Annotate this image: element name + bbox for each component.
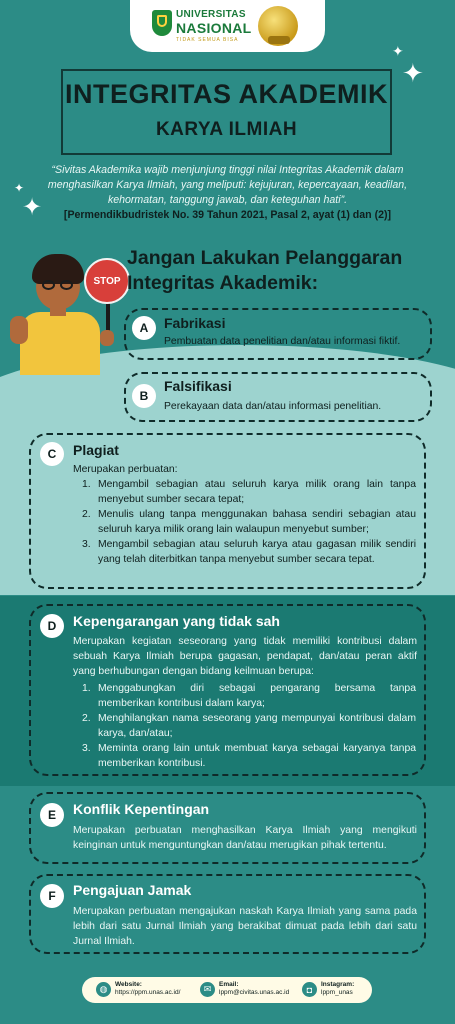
list-item: 3. Mengambil sebagian atau seluruh karya atau gagasan milik sendiri yang telah diterbitkan tanpa menyebut sumber secara tepat.	[82, 539, 416, 565]
instagram-icon: ◘	[302, 982, 317, 997]
item-description: Merupakan perbuatan menghasilkan Karya Ilmiah yang mengikuti keinginan untuk menguntungkan dan/atau merugikan pihak tertentu.	[73, 825, 417, 851]
glasses-icon	[40, 280, 76, 290]
logo-line2: NASIONAL	[176, 20, 252, 36]
sparkle-icon: ✦	[14, 181, 25, 195]
email-label: Email:	[219, 981, 239, 988]
website-label: Website:	[115, 981, 142, 988]
item-description: Merupakan kegiatan seseorang yang tidak memiliki kontribusi dalam sebuah Karya Ilmiah berupa gagasan, pendapat, dan/atau peran aktif yang berhubungan dengan bidang keilmuan berupa:	[73, 636, 417, 677]
item-title: Kepengarangan yang tidak sah	[73, 613, 280, 629]
logo-header	[130, 0, 325, 52]
list-item: 2. Menulis ulang tanpa menggunakan bahasa sendiri sebagian atau seluruh karya milik orang lain walaupun menyebut sumber;	[82, 509, 416, 535]
email-icon: ✉	[200, 982, 215, 997]
sparkle-icon: ✦	[402, 58, 424, 88]
item-letter-badge: D	[40, 614, 64, 638]
item-title: Pengajuan Jamak	[73, 882, 192, 898]
item-description: Merupakan perbuatan mengajukan naskah Karya Ilmiah yang sama pada lebih dari satu Jurnal Ilmiah yang berakibat dimuat pada lebih dari satu Jurnal Ilmiah.	[73, 906, 417, 947]
item-title: Plagiat	[73, 442, 119, 458]
item-title: Fabrikasi	[164, 315, 226, 331]
list-item: 2. Menghilangkan nama seseorang yang mempunyai kontribusi dalam karya, dan/atau;	[82, 713, 416, 739]
instagram-handle[interactable]: lppm_unas	[321, 989, 353, 996]
person-with-stop-sign-illustration	[8, 250, 128, 375]
person-torso	[20, 312, 100, 375]
item-title: Konflik Kepentingan	[73, 801, 210, 817]
holding-hand-icon	[100, 330, 114, 346]
award-base-icon	[268, 36, 290, 44]
contact-footer	[82, 977, 372, 1003]
title-box	[61, 69, 392, 155]
email-link[interactable]: lppm@civitas.unas.ac.id	[219, 989, 290, 996]
item-description: Merupakan perbuatan:	[73, 464, 178, 475]
kepengarangan-list	[82, 681, 416, 771]
sparkle-icon: ✦	[22, 194, 43, 221]
globe-icon: ◍	[96, 982, 111, 997]
list-item: 1. Mengambil sebagian atau seluruh karya milik orang lain tanpa menyebut sumber secara tepat;	[82, 479, 416, 505]
logo-tagline: TIDAK SEMUA BISA	[176, 37, 239, 43]
quote-text: “Sivitas Akademika wajib menjunjung tinggi nilai Integritas Akademik dalam menghasilkan Karya Ilmiah, yang meliputi: kejujuran, kepercayaan, keadilan, kehormatan, tanggung jawab, dan keteguhan hati”.	[47, 164, 408, 206]
university-shield-icon	[152, 10, 172, 36]
item-title: Falsifikasi	[164, 378, 232, 394]
section-heading: Jangan Lakukan Pelanggaran Integritas Akademik:	[127, 247, 403, 294]
item-description: Perekayaan data dan/atau informasi penelitian.	[164, 401, 382, 412]
raised-hand-icon	[10, 316, 28, 344]
item-letter-badge: C	[40, 442, 64, 466]
item-letter-badge: F	[40, 884, 64, 908]
list-item: 3. Meminta orang lain untuk membuat karya sebagai karyanya tanpa memberikan kontribusi.	[82, 743, 416, 769]
instagram-label: Instagram:	[321, 981, 355, 988]
page-subtitle: KARYA ILMIAH	[155, 119, 298, 140]
stop-sign-icon: STOP	[84, 258, 130, 304]
regulation-reference: [Permendikbudristek No. 39 Tahun 2021, Pasal 2, ayat (1) dan (2)]	[63, 209, 392, 221]
website-link[interactable]: https://ppm.unas.ac.id/	[115, 989, 181, 996]
item-description: Pembuatan data penelitian dan/atau informasi fiktif.	[164, 336, 401, 347]
item-letter-badge: A	[132, 316, 156, 340]
logo-line1: UNIVERSITAS	[176, 9, 246, 20]
page-title: INTEGRITAS AKADEMIK	[65, 79, 388, 109]
item-letter-badge: E	[40, 803, 64, 827]
list-item: 1. Menggabungkan diri sebagai pengarang bersama tanpa memberikan kontribusi dalam karya;	[82, 683, 416, 709]
plagiat-list	[82, 477, 416, 567]
item-letter-badge: B	[132, 384, 156, 408]
sparkle-icon: ✦	[392, 43, 404, 59]
